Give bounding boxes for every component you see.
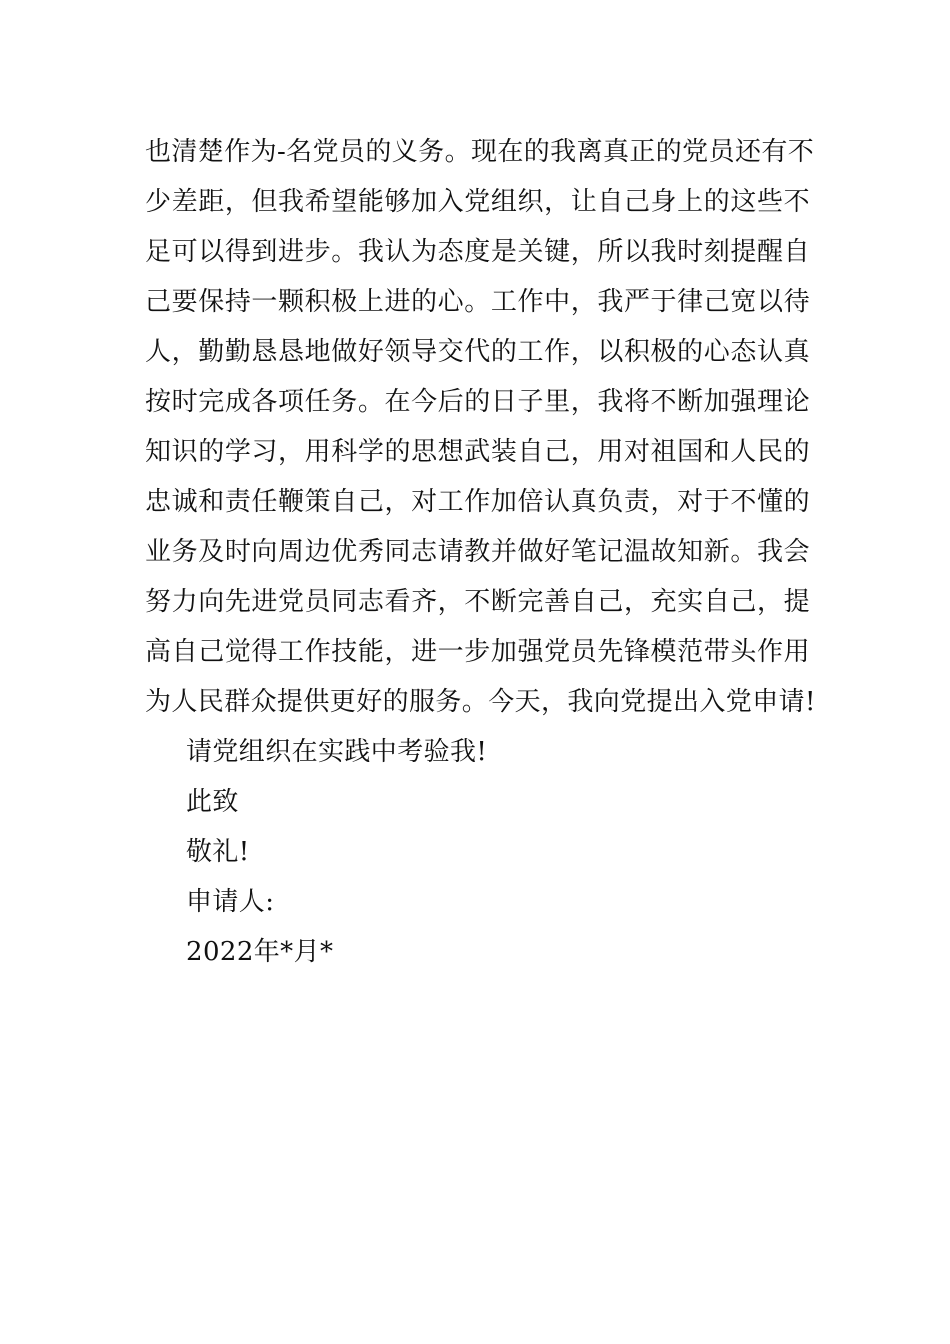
closing-line: 此致 bbox=[186, 787, 239, 817]
body-line: 忠诚和责任鞭策自己，对工作加倍认真负责，对于不懂的 bbox=[145, 487, 810, 517]
body-line: 己要保持一颗积极上进的心。工作中，我严于律己宽以待 bbox=[145, 287, 810, 317]
body-line: 少差距，但我希望能够加入党组织，让自己身上的这些不 bbox=[145, 187, 810, 217]
body-line: 按时完成各项任务。在今后的日子里，我将不断加强理论 bbox=[145, 387, 810, 417]
body-line: 业务及时向周边优秀同志请教并做好笔记温故知新。我会 bbox=[145, 537, 810, 567]
date-line: 2022年*月* bbox=[186, 937, 334, 967]
letter-body bbox=[145, 127, 816, 977]
request-line: 请党组织在实践中考验我! bbox=[186, 737, 488, 767]
body-line: 足可以得到进步。我认为态度是关键，所以我时刻提醒自 bbox=[145, 237, 810, 267]
body-line: 知识的学习，用科学的思想武装自己，用对祖国和人民的 bbox=[145, 437, 810, 467]
salutation-line: 敬礼! bbox=[186, 837, 250, 867]
body-line: 也清楚作为-名党员的义务。现在的我离真正的党员还有不 bbox=[145, 137, 815, 167]
body-line: 为人民群众提供更好的服务。今天，我向党提出入党申请! bbox=[145, 687, 816, 717]
body-line: 人，勤勤恳恳地做好领导交代的工作，以积极的心态认真 bbox=[145, 337, 810, 367]
body-line: 高自己觉得工作技能，进一步加强党员先锋模范带头作用 bbox=[145, 637, 810, 667]
body-line: 努力向先进党员同志看齐，不断完善自己，充实自己，提 bbox=[145, 587, 810, 617]
applicant-label: 申请人: bbox=[186, 887, 275, 917]
